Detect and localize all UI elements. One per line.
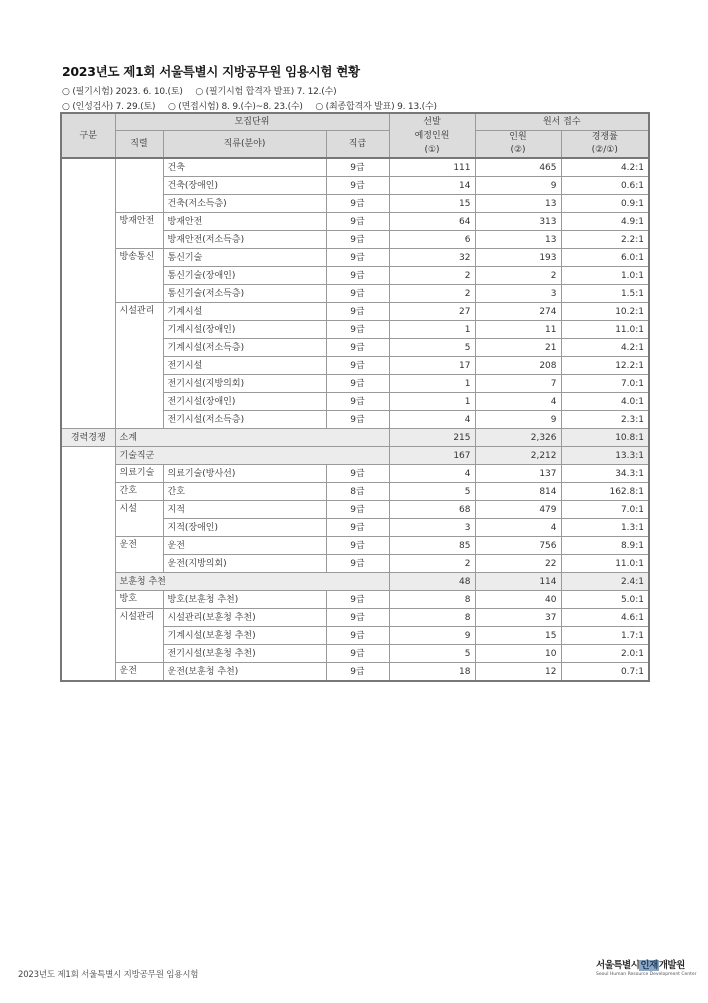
planned-cell: 1 (389, 393, 475, 411)
planned-cell: 4 (389, 465, 475, 483)
header-gubun: 구분 (61, 113, 115, 158)
applicants-cell: 313 (475, 213, 561, 231)
career-subtotal-row (61, 429, 649, 447)
planned-cell: 1 (389, 375, 475, 393)
applicants-cell: 2,212 (475, 447, 561, 465)
table-row (61, 465, 649, 483)
grade-cell: 9급 (326, 231, 389, 249)
grade-cell: 9급 (326, 663, 389, 682)
applicants-cell: 9 (475, 177, 561, 195)
planned-cell: 27 (389, 303, 475, 321)
field-cell: 전기시설(장애인) (163, 393, 326, 411)
veteran-group-row (61, 573, 649, 591)
planned-cell: 5 (389, 339, 475, 357)
ratio-cell: 1.0:1 (561, 267, 649, 285)
applicants-cell: 756 (475, 537, 561, 555)
applicants-cell: 12 (475, 663, 561, 682)
planned-cell: 8 (389, 591, 475, 609)
planned-cell: 5 (389, 483, 475, 501)
applicants-cell: 465 (475, 158, 561, 177)
exam-status-table (60, 112, 650, 682)
planned-cell: 9 (389, 627, 475, 645)
planned-cell: 3 (389, 519, 475, 537)
ratio-cell: 1.5:1 (561, 285, 649, 303)
series-cell: 방송통신 (115, 249, 163, 303)
grade-cell: 9급 (326, 267, 389, 285)
footer-document-title: 2023년도 제1회 서울특별시 지방공무원 임용시험 (18, 970, 199, 980)
header-jikgeup: 직급 (326, 131, 389, 159)
field-cell: 전기시설(보훈청 추천) (163, 645, 326, 663)
page-title: 2023년도 제1회 서울특별시 지방공무원 임용시험 현황 (62, 64, 360, 79)
grade-cell: 9급 (326, 627, 389, 645)
field-cell: 방호(보훈청 추천) (163, 591, 326, 609)
ratio-cell: 7.0:1 (561, 501, 649, 519)
applicants-cell: 193 (475, 249, 561, 267)
applicants-cell: 114 (475, 573, 561, 591)
applicants-cell: 208 (475, 357, 561, 375)
grade-cell: 9급 (326, 339, 389, 357)
field-cell: 기계시설(장애인) (163, 321, 326, 339)
final-pass-date: ○ (최종합격자 발표) 9. 13.(수) (315, 102, 437, 112)
ratio-cell: 2.2:1 (561, 231, 649, 249)
grade-cell: 9급 (326, 645, 389, 663)
series-cell: 시설 (115, 501, 163, 537)
header-yejeong-label: 예정인원 (414, 130, 450, 141)
field-cell: 의료기술(방사선) (163, 465, 326, 483)
written-pass-date: ○ (필기시험 합격자 발표) 7. 12.(수) (195, 87, 337, 97)
subtotal-label: 소계 (115, 429, 389, 447)
planned-cell: 111 (389, 158, 475, 177)
grade-cell: 9급 (326, 609, 389, 627)
field-cell: 운전(보훈청 추천) (163, 663, 326, 682)
header-inwon (475, 131, 561, 159)
applicants-cell: 137 (475, 465, 561, 483)
interview-date: ○ (면접시험) 8. 9.(수)~8. 23.(수) (167, 102, 303, 112)
series-cell: 운전 (115, 537, 163, 573)
header-gyeongjaeng-label: 경쟁률 (591, 132, 618, 142)
field-cell: 건축(저소득층) (163, 195, 326, 213)
grade-cell: 9급 (326, 411, 389, 429)
logo-korean (596, 957, 692, 971)
applicants-cell: 479 (475, 501, 561, 519)
career-blank-cell (61, 447, 115, 682)
table-row (61, 158, 649, 177)
planned-cell: 1 (389, 321, 475, 339)
header-ratio-label: (②/①) (591, 145, 618, 155)
grade-cell: 9급 (326, 357, 389, 375)
ratio-cell: 8.9:1 (561, 537, 649, 555)
table-row (61, 249, 649, 267)
planned-cell: 18 (389, 663, 475, 682)
table-body (61, 158, 649, 681)
written-exam-date: ○ (필기시험) 2023. 6. 10.(토) (62, 87, 183, 97)
ratio-cell: 6.0:1 (561, 249, 649, 267)
applicants-cell: 11 (475, 321, 561, 339)
tech-group-row (61, 447, 649, 465)
table-row (61, 591, 649, 609)
grade-cell: 9급 (326, 177, 389, 195)
ratio-cell: 10.2:1 (561, 303, 649, 321)
grade-cell: 9급 (326, 537, 389, 555)
field-cell: 기계시설(보훈청 추천) (163, 627, 326, 645)
grade-cell: 9급 (326, 321, 389, 339)
ratio-cell: 4.2:1 (561, 158, 649, 177)
ratio-cell: 13.3:1 (561, 447, 649, 465)
ratio-cell: 0.7:1 (561, 663, 649, 682)
grade-cell: 9급 (326, 555, 389, 573)
applicants-cell: 2 (475, 267, 561, 285)
logo-english: Seoul Human Resource Development Center (596, 972, 697, 977)
gubun-blank-cell (61, 158, 115, 429)
ratio-cell: 34.3:1 (561, 465, 649, 483)
grade-cell: 9급 (326, 249, 389, 267)
grade-cell: 9급 (326, 375, 389, 393)
planned-cell: 85 (389, 537, 475, 555)
applicants-cell: 40 (475, 591, 561, 609)
grade-cell: 9급 (326, 501, 389, 519)
table-row (61, 663, 649, 682)
ratio-cell: 0.6:1 (561, 177, 649, 195)
applicants-cell: 22 (475, 555, 561, 573)
grade-cell: 9급 (326, 519, 389, 537)
logo-kr-part-c: 개발원 (658, 960, 685, 971)
planned-cell: 32 (389, 249, 475, 267)
field-cell: 건축(장애인) (163, 177, 326, 195)
planned-cell: 215 (389, 429, 475, 447)
header-gyeongjaeng (561, 131, 649, 159)
applicants-cell: 274 (475, 303, 561, 321)
applicants-cell: 814 (475, 483, 561, 501)
grade-cell: 9급 (326, 393, 389, 411)
field-cell: 통신기술(저소득층) (163, 285, 326, 303)
planned-cell: 5 (389, 645, 475, 663)
ratio-cell: 2.4:1 (561, 573, 649, 591)
field-cell: 건축 (163, 158, 326, 177)
logo-kr-part-b: 인재 (640, 960, 658, 971)
planned-cell: 17 (389, 357, 475, 375)
planned-cell: 15 (389, 195, 475, 213)
schedule-line-2 (62, 99, 447, 112)
planned-cell: 14 (389, 177, 475, 195)
header-c2-label: (②) (510, 145, 526, 155)
career-label: 경력경쟁 (61, 429, 115, 447)
planned-cell: 64 (389, 213, 475, 231)
table-row (61, 609, 649, 627)
ratio-cell: 7.0:1 (561, 375, 649, 393)
ratio-cell: 4.2:1 (561, 339, 649, 357)
planned-cell: 6 (389, 231, 475, 249)
grade-cell: 9급 (326, 303, 389, 321)
applicants-cell: 13 (475, 231, 561, 249)
veteran-group-label: 보훈청 추천 (115, 573, 389, 591)
series-cell (115, 158, 163, 213)
series-cell: 간호 (115, 483, 163, 501)
applicants-cell: 4 (475, 519, 561, 537)
planned-cell: 8 (389, 609, 475, 627)
table-row (61, 483, 649, 501)
series-cell: 방재안전 (115, 213, 163, 249)
table-row (61, 501, 649, 519)
field-cell: 통신기술(장애인) (163, 267, 326, 285)
field-cell: 기계시설(저소득층) (163, 339, 326, 357)
grade-cell: 9급 (326, 591, 389, 609)
table-row (61, 537, 649, 555)
applicants-cell: 13 (475, 195, 561, 213)
field-cell: 지적 (163, 501, 326, 519)
series-cell: 운전 (115, 663, 163, 682)
field-cell: 운전 (163, 537, 326, 555)
applicants-cell: 15 (475, 627, 561, 645)
planned-cell: 167 (389, 447, 475, 465)
ratio-cell: 4.6:1 (561, 609, 649, 627)
ratio-cell: 12.2:1 (561, 357, 649, 375)
field-cell: 전기시설 (163, 357, 326, 375)
planned-cell: 2 (389, 267, 475, 285)
header-seonbal-label: 선발 (423, 116, 441, 127)
field-cell: 방재안전(저소득층) (163, 231, 326, 249)
applicants-cell: 21 (475, 339, 561, 357)
header-inwon-label: 인원 (509, 132, 527, 142)
header-c1-label: (①) (424, 144, 440, 155)
series-cell: 시설관리 (115, 609, 163, 663)
applicants-cell: 3 (475, 285, 561, 303)
series-cell: 방호 (115, 591, 163, 609)
ratio-cell: 5.0:1 (561, 591, 649, 609)
field-cell: 시설관리(보훈청 추천) (163, 609, 326, 627)
applicants-cell: 9 (475, 411, 561, 429)
ratio-cell: 10.8:1 (561, 429, 649, 447)
ratio-cell: 11.0:1 (561, 555, 649, 573)
applicants-cell: 37 (475, 609, 561, 627)
header-wonseo: 원서 접수 (475, 113, 649, 131)
personality-test-date: ○ (인성검사) 7. 29.(토) (62, 102, 156, 112)
ratio-cell: 2.0:1 (561, 645, 649, 663)
ratio-cell: 2.3:1 (561, 411, 649, 429)
table-row (61, 213, 649, 231)
planned-cell: 2 (389, 285, 475, 303)
applicants-cell: 10 (475, 645, 561, 663)
ratio-cell: 1.7:1 (561, 627, 649, 645)
ratio-cell: 0.9:1 (561, 195, 649, 213)
hrd-center-logo (596, 957, 697, 981)
grade-cell: 9급 (326, 465, 389, 483)
grade-cell: 8급 (326, 483, 389, 501)
grade-cell: 9급 (326, 195, 389, 213)
header-jikryu: 직류(분야) (163, 131, 326, 159)
table-header (61, 113, 649, 158)
header-seonbal (389, 113, 475, 158)
header-mojip: 모집단위 (115, 113, 389, 131)
field-cell: 방재안전 (163, 213, 326, 231)
grade-cell: 9급 (326, 158, 389, 177)
field-cell: 간호 (163, 483, 326, 501)
applicants-cell: 2,326 (475, 429, 561, 447)
applicants-cell: 4 (475, 393, 561, 411)
tech-group-label: 기술직군 (115, 447, 389, 465)
field-cell: 통신기술 (163, 249, 326, 267)
ratio-cell: 4.9:1 (561, 213, 649, 231)
series-cell: 시설관리 (115, 303, 163, 429)
schedule-line-1 (62, 84, 346, 97)
field-cell: 전기시설(지방의회) (163, 375, 326, 393)
ratio-cell: 11.0:1 (561, 321, 649, 339)
planned-cell: 68 (389, 501, 475, 519)
header-jikryeol: 직렬 (115, 131, 163, 159)
field-cell: 전기시설(저소득층) (163, 411, 326, 429)
field-cell: 기계시설 (163, 303, 326, 321)
planned-cell: 4 (389, 411, 475, 429)
table-row (61, 303, 649, 321)
planned-cell: 48 (389, 573, 475, 591)
applicants-cell: 7 (475, 375, 561, 393)
ratio-cell: 162.8:1 (561, 483, 649, 501)
ratio-cell: 1.3:1 (561, 519, 649, 537)
field-cell: 운전(지방의회) (163, 555, 326, 573)
grade-cell: 9급 (326, 285, 389, 303)
series-cell: 의료기술 (115, 465, 163, 483)
logo-kr-part-a: 서울특별시 (596, 960, 640, 971)
field-cell: 지적(장애인) (163, 519, 326, 537)
grade-cell: 9급 (326, 213, 389, 231)
planned-cell: 2 (389, 555, 475, 573)
ratio-cell: 4.0:1 (561, 393, 649, 411)
